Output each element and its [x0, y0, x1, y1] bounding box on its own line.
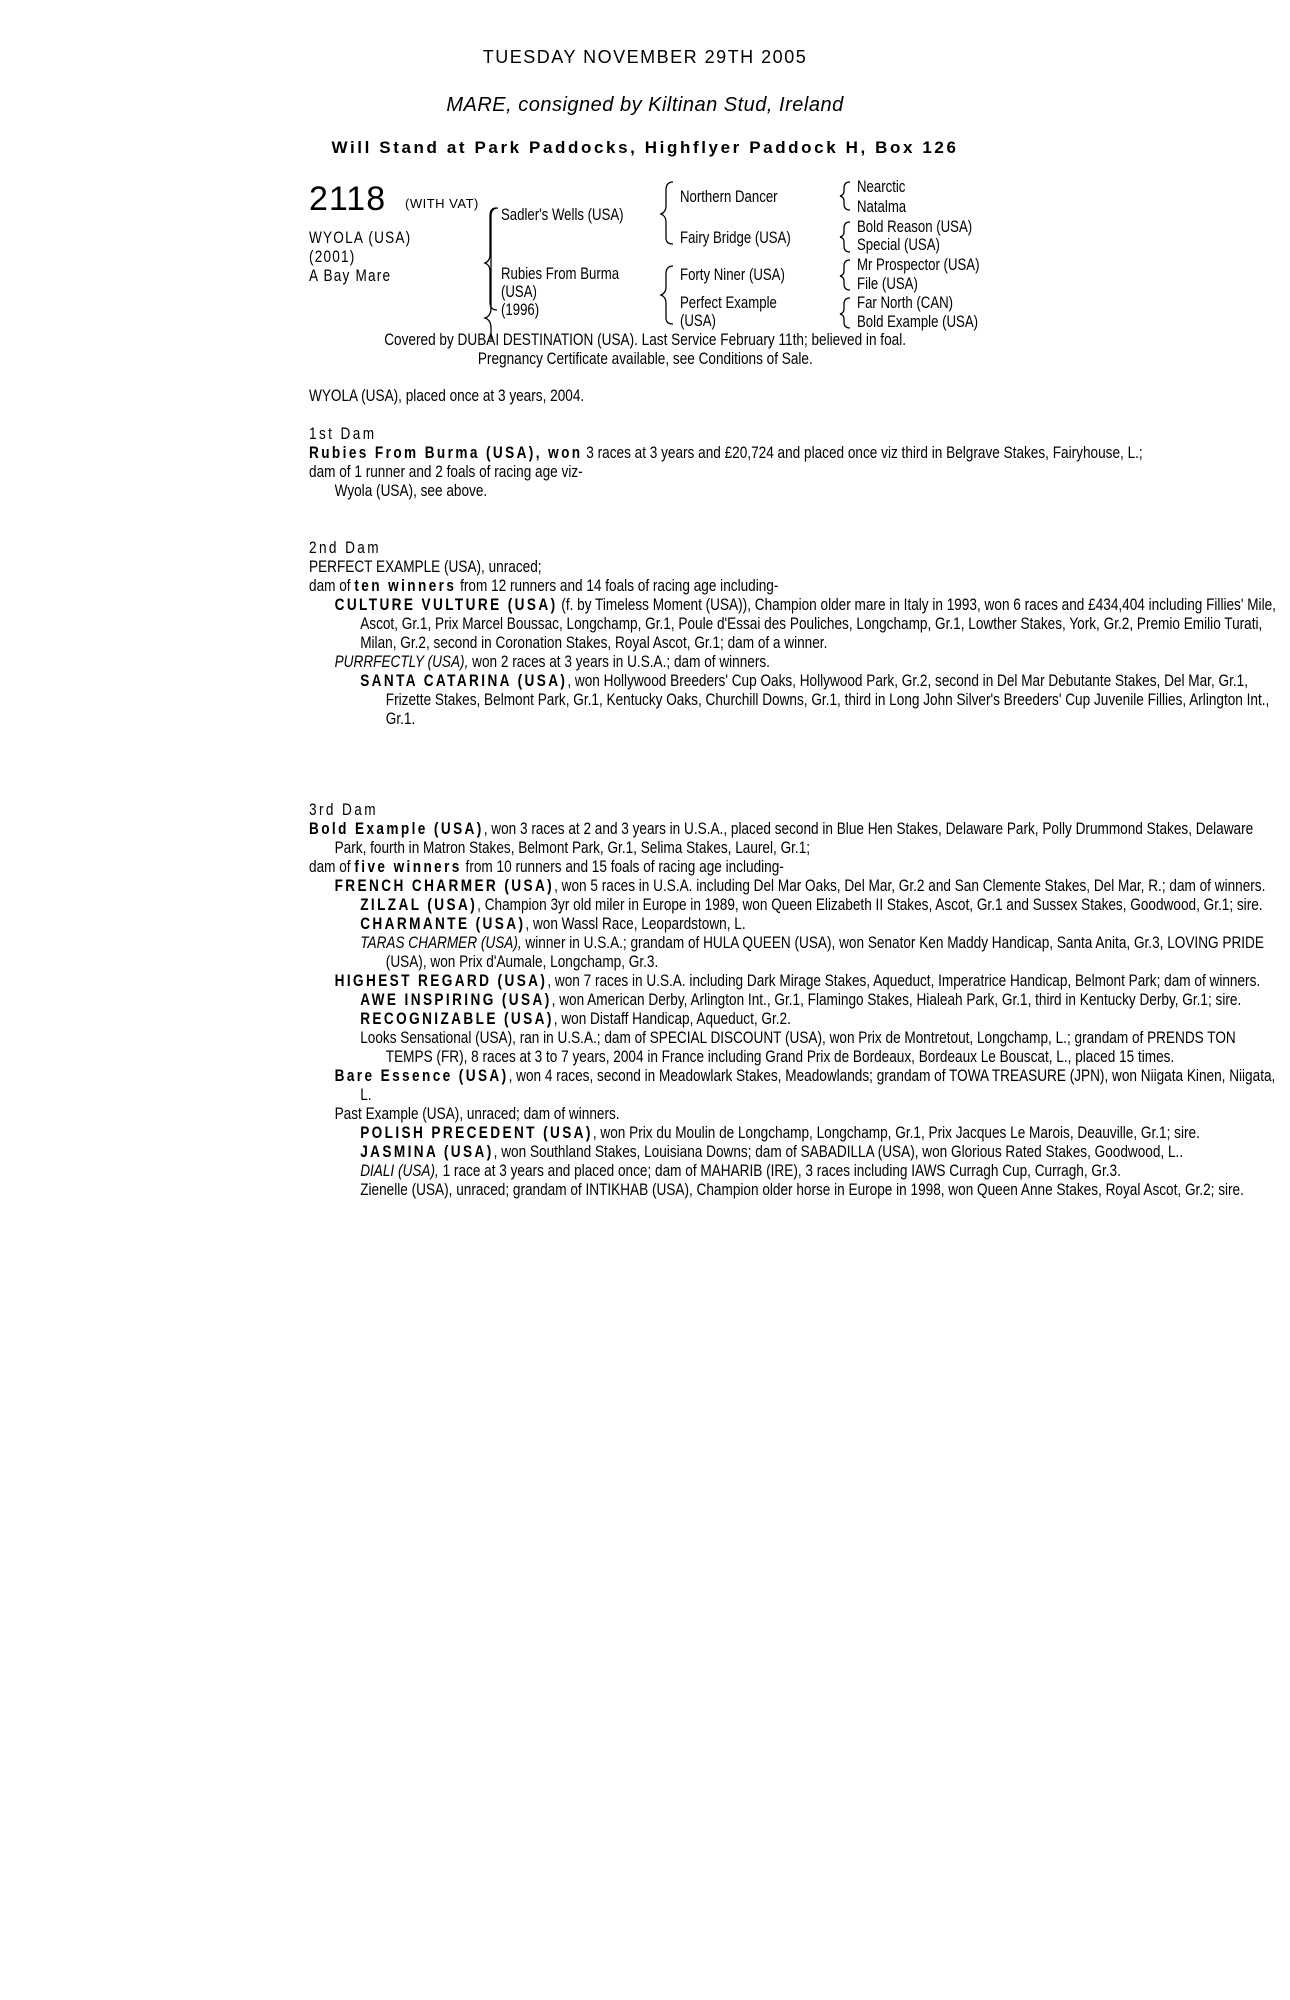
third-dam-heading: 3rd Dam: [309, 800, 378, 819]
second-dam-entry-santa-catarina: SANTA CATARINA (USA), won Hollywood Breeders' Cup Oaks, Hollywood Park, Gr.2, second in Del Mar Debutante Stakes, Del Mar, Gr.1, Frizette Stakes, Belmont Park, Gr.1, Kentucky Oaks, Churchill Downs, Gr.1, third in Long John Silver's Breeders' Cup Juvenile Fillies, Arlington Int., Gr.1.: [360, 671, 1270, 728]
produce-text: , won American Derby, Arlington Int., Gr.1, Flamingo Stakes, Hialeah Park, Gr.1, third in Kentucky Derby, Gr.1; sire.: [551, 990, 1242, 1009]
produce-name: RECOGNIZABLE (USA): [360, 1009, 554, 1028]
pedigree-sire: Sadler's Wells (USA): [501, 206, 624, 224]
first-dam-produce: dam of 1 runner and 2 foals of racing age viz-: [309, 462, 583, 481]
horse-description: A Bay Mare: [309, 266, 392, 285]
first-dam-entry: Rubies From Burma (USA), won 3 races at 3 years and £20,724 and placed once viz third in Belgrave Stakes, Fairyhouse, L.;: [309, 443, 1143, 462]
third-dam-produce-item: [309, 1180, 1281, 1199]
pedigree-dam: Rubies From Burma (USA) (1996): [501, 265, 620, 319]
horse-year: (2001): [309, 247, 356, 266]
third-dam-produce-item: [309, 1104, 1281, 1123]
third-dam-produce-item: [309, 1009, 1281, 1028]
produce-text: , ran in U.S.A.; dam of SPECIAL DISCOUNT (USA), won Prix de Montretout, Longchamp, L.; grandam of PRENDS TON TEMPS (FR), 8 races at 3 to 7 years, 2004 in France including Grand Prix de Bordeaux, Bordeaux Le Bouscat, L., placed 15 times.: [385, 1028, 1236, 1066]
pedigree-sire-sire: Northern Dancer: [680, 188, 778, 206]
produce-name: FRENCH CHARMER (USA): [334, 876, 555, 895]
produce-name: POLISH PRECEDENT (USA): [360, 1123, 593, 1142]
pedigree-dam-sire: Forty Niner (USA): [680, 266, 785, 284]
first-dam-heading: 1st Dam: [309, 424, 377, 443]
produce-text: , unraced; grandam of INTIKHAB (USA), Champion older horse in Europe in 1998, won Queen Anne Stakes, Royal Ascot, Gr.2; sire.: [448, 1180, 1244, 1199]
third-dam-produce-item: [309, 895, 1281, 914]
third-dam-produce: dam of five winners from 10 runners and 15 foals of racing age including-: [309, 857, 784, 876]
pedigree-ssd: Natalma: [857, 198, 907, 216]
produce-name: Past Example (USA): [334, 1104, 460, 1123]
sale-date: TUESDAY NOVEMBER 29TH 2005: [482, 47, 808, 67]
produce-name: Bare Essence (USA): [334, 1066, 509, 1085]
race-record: WYOLA (USA), placed once at 3 years, 2004.: [309, 386, 585, 405]
third-dam-produce-item: [309, 1028, 1281, 1066]
third-dam-produce-item: [309, 1066, 1281, 1104]
third-dam-produce-item: [309, 1123, 1281, 1142]
pedigree-sds: Bold Reason (USA): [857, 218, 973, 236]
third-dam-entry: Bold Example (USA), won 3 races at 2 and 3 years in U.S.A., placed second in Blue Hen Stakes, Delaware Park, Polly Drummond Stakes, Delaware Park, fourth in Matron Stakes, Belmont Park, Gr.1, Selima Stakes, Laurel, Gr.1;: [309, 819, 1254, 857]
produce-text: , unraced; dam of winners.: [459, 1104, 620, 1123]
produce-name: Looks Sensational (USA): [360, 1028, 513, 1047]
pedigree-dam-dam: Perfect Example (USA): [680, 294, 777, 330]
third-dam-produce-item: [309, 990, 1281, 1009]
pedigree-sdd: Special (USA): [857, 236, 940, 254]
second-dam-entry-purrfectly: PURRFECTLY (USA), won 2 races at 3 years in U.S.A.; dam of winners.: [334, 652, 770, 671]
lot-number: 2118: [309, 180, 387, 218]
produce-name: ZILZAL (USA): [360, 895, 478, 914]
first-dam-section: [309, 424, 1281, 500]
pedigree-dsd: File (USA): [857, 275, 918, 293]
first-dam-foal: Wyola (USA), see above.: [334, 481, 488, 500]
covering-note: Covered by DUBAI DESTINATION (USA). Last Service February 11th; believed in foal. Pregnancy Certificate available, see Conditions of Sale.: [384, 330, 906, 368]
second-dam-section: [309, 538, 1281, 728]
produce-name: Zienelle (USA): [360, 1180, 449, 1199]
pedigree-ddd: Bold Example (USA): [857, 313, 979, 331]
pedigree-sss: Nearctic: [857, 178, 906, 196]
second-dam-produce: dam of ten winners from 12 runners and 14 foals of racing age including-: [309, 576, 779, 595]
produce-name: JASMINA (USA): [360, 1142, 494, 1161]
produce-name: DIALI (USA),: [360, 1161, 439, 1180]
second-dam-entry-culture-vulture: CULTURE VULTURE (USA) (f. by Timeless Moment (USA)), Champion older mare in Italy in 1993, won 6 races and £434,404 including Fillies' Mile, Ascot, Gr.1, Prix Marcel Boussac, Longchamp, Gr.1, Poule d'Essai des Pouliches, Longchamp, Gr.1, Lowther Stakes, York, Gr.2, Premio Emilio Turati, Milan, Gr.2, second in Coronation Stakes, Royal Ascot, Gr.1; dam of a winner.: [334, 595, 1276, 652]
produce-text: 1 race at 3 years and placed once; dam of MAHARIB (IRE), 3 races including IAWS Curragh Cup, Curragh, Gr.3.: [438, 1161, 1121, 1180]
produce-text: winner in U.S.A.; grandam of HULA QUEEN (USA), won Senator Ken Maddy Handicap, Santa Anita, Gr.3, LOVING PRIDE (USA), won Prix d'Aumale, Longchamp, Gr.3.: [385, 933, 1264, 971]
third-dam-produce-item: [309, 933, 1281, 971]
third-dam-produce-item: [309, 1161, 1281, 1180]
stabling-line: Will Stand at Park Paddocks, Highflyer Paddock H, Box 126: [331, 138, 959, 157]
third-dam-produce-item: [309, 971, 1281, 990]
third-dam-produce-item: [309, 914, 1281, 933]
second-dam-name: PERFECT EXAMPLE (USA), unraced;: [309, 557, 542, 576]
produce-text: , won 4 races, second in Meadowlark Stakes, Meadowlands; grandam of TOWA TREASURE (JPN), won Niigata Kinen, Niigata, L.: [360, 1066, 1276, 1104]
produce-text: , won Prix du Moulin de Longchamp, Longchamp, Gr.1, Prix Jacques Le Marois, Deauville, Gr.1; sire.: [592, 1123, 1200, 1142]
produce-name: CHARMANTE (USA): [360, 914, 526, 933]
pedigree-braces: [0, 0, 1290, 340]
third-dam-produce-item: [309, 1142, 1281, 1161]
produce-text: , won 5 races in U.S.A. including Del Mar Oaks, Del Mar, Gr.2 and San Clemente Stakes, Del Mar, R.; dam of winners.: [554, 876, 1266, 895]
third-dam-produce-list: [309, 876, 1281, 1199]
pedigree-sire-dam: Fairy Bridge (USA): [680, 229, 791, 247]
produce-text: , won Distaff Handicap, Aqueduct, Gr.2.: [553, 1009, 791, 1028]
third-dam-section: [309, 800, 1281, 1199]
pedigree-dss: Mr Prospector (USA): [857, 256, 980, 274]
third-dam-produce-item: [309, 876, 1281, 895]
produce-text: , won Southland Stakes, Louisiana Downs; dam of SABADILLA (USA), won Glorious Rated Stakes, Goodwood, L..: [493, 1142, 1184, 1161]
produce-name: AWE INSPIRING (USA): [360, 990, 552, 1009]
horse-name: WYOLA (USA): [309, 228, 412, 247]
produce-text: , won Wassl Race, Leopardstown, L.: [525, 914, 746, 933]
consignor-line: MARE, consigned by Kiltinan Stud, Ireland: [446, 94, 844, 116]
pedigree-dds: Far North (CAN): [857, 294, 954, 312]
produce-name: TARAS CHARMER (USA),: [360, 933, 522, 952]
vat-note: (WITH VAT): [405, 196, 479, 211]
produce-text: , Champion 3yr old miler in Europe in 1989, won Queen Elizabeth II Stakes, Ascot, Gr.1 and Sussex Stakes, Goodwood, Gr.1; sire.: [477, 895, 1263, 914]
second-dam-heading: 2nd Dam: [309, 538, 381, 557]
produce-name: HIGHEST REGARD (USA): [334, 971, 548, 990]
produce-text: , won 7 races in U.S.A. including Dark Mirage Stakes, Aqueduct, Imperatrice Handicap, Belmont Park; dam of winners.: [547, 971, 1261, 990]
